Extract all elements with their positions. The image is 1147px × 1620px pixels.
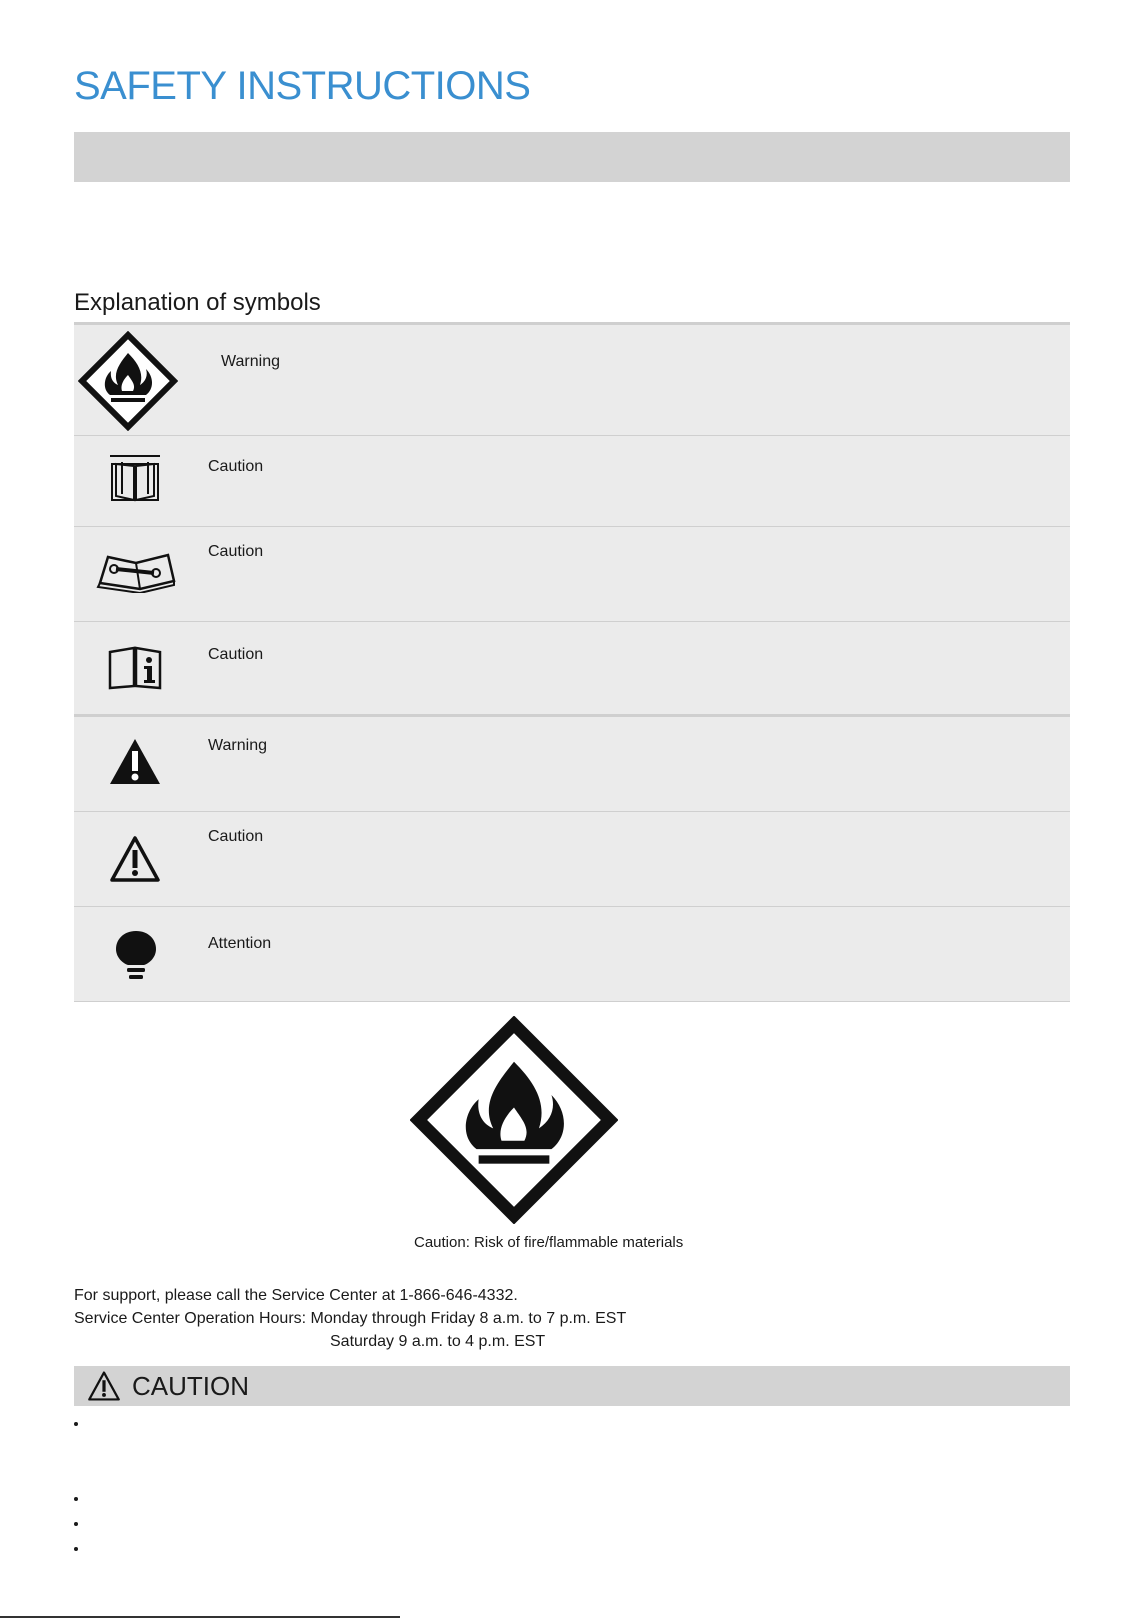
symbol-label: Caution xyxy=(208,458,264,475)
symbol-label: Warning xyxy=(221,353,280,370)
symbol-row-read-manual xyxy=(74,436,1070,527)
caution-outline-triangle-icon xyxy=(86,1370,122,1402)
symbol-row-caution xyxy=(74,812,1070,907)
warning-filled-triangle-icon xyxy=(108,737,162,787)
symbols-section-title: Explanation of symbols xyxy=(74,289,321,316)
support-saturday-line: Saturday 9 a.m. to 4 p.m. EST xyxy=(330,1333,546,1350)
support-hours-line: Service Center Operation Hours: Monday through Friday 8 a.m. to 7 p.m. EST xyxy=(74,1310,627,1327)
symbol-row-warning xyxy=(74,717,1070,812)
attention-bulb-icon xyxy=(114,929,158,981)
symbol-row-flammable xyxy=(74,325,1070,436)
support-info xyxy=(74,1284,626,1353)
symbol-row-attention xyxy=(74,907,1070,1002)
list-bullet xyxy=(74,1522,78,1526)
caution-header-bar xyxy=(74,1366,1070,1406)
support-phone-line: For support, please call the Service Center at 1-866-646-4332. xyxy=(74,1287,518,1304)
list-bullet xyxy=(74,1547,78,1551)
list-bullet xyxy=(74,1497,78,1501)
caution-label: CAUTION xyxy=(132,1370,249,1401)
caution-outline-triangle-icon xyxy=(108,834,162,884)
symbol-label: Caution xyxy=(208,828,264,845)
flammable-diamond-icon xyxy=(78,331,178,431)
symbol-label: Attention xyxy=(208,935,272,952)
symbol-label: Warning xyxy=(208,737,267,754)
symbol-label: Caution xyxy=(208,543,264,560)
symbol-row-info-manual xyxy=(74,622,1070,717)
service-manual-icon xyxy=(96,549,176,593)
symbol-row-service-manual xyxy=(74,527,1070,622)
symbol-table xyxy=(74,322,1070,1002)
list-bullet xyxy=(74,1422,78,1426)
header-grey-bar xyxy=(74,132,1070,182)
flammable-diamond-icon xyxy=(410,1016,618,1224)
page-title: SAFETY INSTRUCTIONS xyxy=(74,64,531,108)
read-manual-icon xyxy=(108,454,162,504)
footer-divider xyxy=(0,1616,400,1618)
figure-caption: Caution: Risk of fire/flammable materials xyxy=(414,1234,684,1251)
info-manual-icon xyxy=(106,646,164,690)
symbol-label: Caution xyxy=(208,646,264,663)
